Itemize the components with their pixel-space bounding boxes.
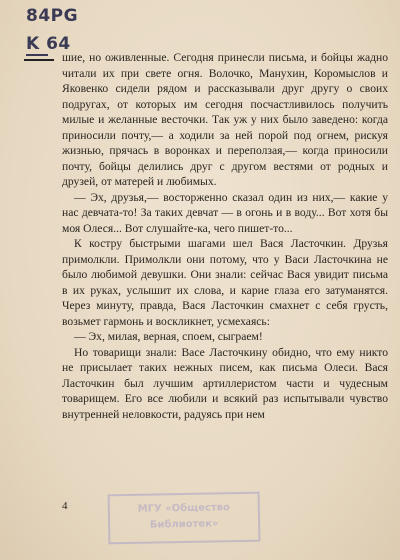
- handwritten-note-top: 84PG: [26, 6, 79, 26]
- paragraph-4: — Эх, милая, верная, споем, сыграем!: [74, 330, 263, 343]
- paragraph-1: шие, но оживленные. Сегодня принесли письма, и бойцы жадно читали их при свете огня. Волочко, Манухин, Коромыслов и Яковенко сидели рядом и рассказывали друг другу о своих подругах, от которых им сегодня посчастливилось получить милые и желанные весточки. Так уж у них было заведено: когда приносили почту,— а ходили за ней порой под огнем, рискуя жизнью, прячась в воронках и переползая,— когда приносили почту, бойцы делились друг с другом вестями от родных и друзей, от матерей и любимых.: [62, 51, 388, 188]
- body-text: [62, 50, 388, 422]
- paragraph-3: К костру быстрыми шагами шел Вася Ласточкин. Друзья примолкли. Примолкли они потому, что у Васи Ласточкина не было любимой девушки. Они знали: сейчас Вася увидит письма в их руках, услышит их слова, и карие глаза его затуманятся. Через минуту, правда, Вася Ласточкин смахнет с себя грусть, возьмет гармонь и воскликнет, усмехаясь:: [62, 237, 388, 328]
- paragraph-2: — Эх, друзья,— восторженно сказал один из них,— какие у нас девчата-то! За таких девчат — в огонь и в воду... Вот хотя бы моя Олеся... Вот слушайте-ка, чего пишет-то...: [62, 190, 388, 235]
- handwritten-underline: [26, 54, 48, 56]
- stamp-line-2: Библиотек»: [149, 518, 219, 531]
- handwritten-note-second-text: K 64: [26, 34, 71, 54]
- paragraph-5: Но товарищи знали: Васе Ласточкину обидно, что ему никто не присылает таких нежных писем, как письма Олеси. Вася Ласточкин был лучшим артиллеристом части и чудесным товарищем. Его все любили и всякий раз испытывали чувство внутренней неловкости, радуясь при нем: [62, 345, 388, 421]
- page-number: 4: [62, 500, 68, 512]
- continuation-dash-mark: [24, 59, 54, 61]
- library-stamp: [108, 492, 261, 545]
- stamp-line-1: МГУ «Общество: [137, 502, 231, 515]
